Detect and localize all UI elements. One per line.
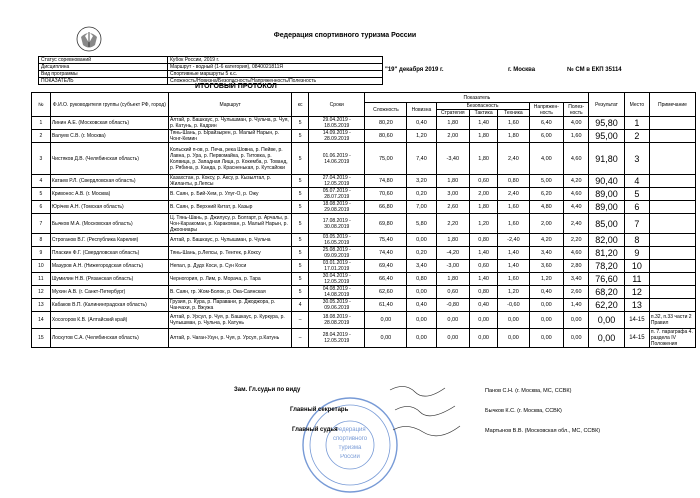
cell-name: Линин А.Е. (Московская область) [50,117,168,130]
cell-note [649,273,695,286]
cell-usefulness: 2,40 [564,214,589,234]
cell-no: 4 [32,175,51,188]
cell-tension: 0,00 [529,312,564,329]
cell-place: 6 [624,201,649,214]
cell-complexity: 62,60 [365,286,407,299]
cell-note [649,299,695,312]
cell-technique: 2,40 [498,188,529,201]
cell-no: 15 [32,329,51,348]
meta-value: Сложность/Новизна/Безопасность/Напряженность/Полезность [168,78,383,85]
cell-ks: 5 [292,143,309,175]
cell-complexity: 74,80 [365,175,407,188]
cell-ks: 5 [292,247,309,260]
cell-strategy: 0,00 [436,329,469,348]
cell-usefulness: 4,60 [564,188,589,201]
cell-tactics: 0,00 [470,329,498,348]
cell-name: Катаев Р.Л. (Свердловская область) [50,175,168,188]
cell-result: 81,20 [589,247,625,260]
cell-tension: 2,00 [529,214,564,234]
table-row [32,234,696,247]
cell-place: 3 [624,143,649,175]
cell-strategy: 3,00 [436,188,469,201]
stamp-line-2: спортивного [332,436,368,442]
cell-usefulness: 3,40 [564,273,589,286]
col-novelty: Новизна [407,103,436,117]
cell-no: 10 [32,260,51,273]
cell-route: Ц. Тянь-Шань, р. Джилусу, р. Болгарт, р. Арчалы, р. Чон-Каракоман, р. Каракоман, р. Малый Нарын, р. Джоониары [168,214,291,234]
cell-strategy: 2,00 [436,130,469,143]
cell-name: Строганов В.Г. (Республика Карелия) [50,234,168,247]
cell-note [649,188,695,201]
cell-usefulness: 1,60 [564,130,589,143]
cell-route: Непал, р. Дудх Коси, р. Сун Коси [168,260,291,273]
cell-strategy: -4,20 [436,247,469,260]
cell-novelty: 0,40 [407,299,436,312]
cell-ks: 5 [292,273,309,286]
meta-value: Маршрут - водный (1-6 категория), 0840021811Я [168,64,383,71]
cell-tension: 4,20 [529,234,564,247]
cell-usefulness: 0,00 [564,329,589,348]
table-row [32,312,696,329]
cell-strategy: 1,80 [436,273,469,286]
table-row [32,286,696,299]
col-ks: кс [292,93,309,117]
col-dates: Сроки [309,93,365,117]
cell-complexity: 75,40 [365,234,407,247]
cell-result: 68,20 [589,286,625,299]
cell-novelty: 7,00 [407,201,436,214]
cell-no: 3 [32,143,51,175]
cell-novelty: 0,00 [407,234,436,247]
cell-tactics: 0,00 [470,312,498,329]
meta-key: Дисциплина [39,64,168,71]
table-row [32,143,696,175]
protocol-date: "19" декабря 2019 г. [385,67,444,73]
ekp-code: № СМ в ЕКП 35114 [567,67,622,73]
cell-name: Пласкин Ф.Г. (Свердловская область) [50,247,168,260]
col-strategy: Стратегия [436,110,469,117]
cell-no: 7 [32,214,51,234]
cell-tension: 0,00 [529,299,564,312]
col-indicators: Показатель [365,93,589,103]
protocol-city: г. Москва [508,67,536,73]
table-row [32,299,696,312]
cell-usefulness: 4,40 [564,201,589,214]
cell-place: 4 [624,175,649,188]
cell-no: 5 [32,188,51,201]
cell-tactics: 1,40 [470,273,498,286]
cell-note [649,117,695,130]
cell-tension: 3,60 [529,260,564,273]
cell-dates: 30.04.2019 - 12.05.2019 [309,273,365,286]
signature-name-secretary: Бычков К.С. (г. Москва, ССВК) [485,408,562,414]
cell-note [649,143,695,175]
cell-note [649,214,695,234]
cell-ks: 5 [292,175,309,188]
cell-complexity: 69,80 [365,214,407,234]
stamp-line-3: туризма [338,445,362,451]
cell-place: 9 [624,247,649,260]
cell-note: п.32, п.33 части 2 Правил [649,312,695,329]
cell-novelty: 1,20 [407,130,436,143]
cell-name: Валуев С.В. (г. Москва) [50,130,168,143]
cell-technique: 0,00 [498,329,529,348]
cell-name: Лоскутов С.А. (Челябинская область) [50,329,168,348]
cell-no: 11 [32,273,51,286]
cell-complexity: 70,60 [365,188,407,201]
table-row [32,329,696,348]
cell-technique: 1,40 [498,247,529,260]
cell-ks: 5 [292,130,309,143]
cell-usefulness: 4,20 [564,175,589,188]
cell-place: 1 [624,117,649,130]
cell-tension: 0,40 [529,286,564,299]
cell-route: Казахстан, р. Коксу, р. Аксу, р. Кызылтал, р. Жиланты, р.Лепсы [168,175,291,188]
results-table [31,92,696,348]
cell-no: 9 [32,247,51,260]
cell-tactics: 0,60 [470,260,498,273]
federation-emblem-icon [75,25,103,53]
cell-name: Юрічев А.Н. (Томская область) [50,201,168,214]
cell-note [649,130,695,143]
cell-ks: 5 [292,214,309,234]
cell-tactics: 0,40 [470,299,498,312]
cell-dates: 30.05.2019 - 09.06.2019 [309,299,365,312]
cell-technique: 0,80 [498,175,529,188]
cell-technique: 1,80 [498,130,529,143]
cell-technique: 1,40 [498,260,529,273]
cell-strategy: 2,20 [436,214,469,234]
cell-name: Кабаков В.П. (Калининградская область) [50,299,168,312]
cell-strategy: -0,80 [436,299,469,312]
handwritten-signatures-icon [385,380,475,440]
cell-result: 76,60 [589,273,625,286]
cell-ks: 5 [292,234,309,247]
table-row [32,188,696,201]
cell-strategy: 2,60 [436,201,469,214]
cell-note: п. 7. параграфа 4. раздела IV Положения [649,329,695,348]
cell-tactics: 1,80 [470,130,498,143]
cell-result: 0,00 [589,329,625,348]
table-row [32,201,696,214]
cell-tension: 6,00 [529,130,564,143]
cell-tactics: 1,40 [470,117,498,130]
protocol-title: ИТОГОВЫЙ ПРОТОКОЛ [195,83,277,90]
cell-complexity: 69,40 [365,260,407,273]
cell-technique: 1,60 [498,201,529,214]
cell-route: Алтай, р. Чаган-Узун, р. Чуя, р. Урсул, р.Катунь [168,329,291,348]
cell-novelty: 0,00 [407,312,436,329]
cell-no: 14 [32,312,51,329]
cell-technique: 0,00 [498,312,529,329]
cell-no: 13 [32,299,51,312]
cell-novelty: 3,20 [407,175,436,188]
cell-note [649,201,695,214]
col-safety: Безопасность [436,103,529,110]
cell-usefulness: 2,20 [564,234,589,247]
cell-name: Кривонос А.В. (г. Москва) [50,188,168,201]
cell-technique: 2,40 [498,143,529,175]
cell-ks: – [292,312,309,329]
cell-tactics: 1,80 [470,143,498,175]
signature-role-chief: Главный судья [292,427,338,433]
cell-strategy: 1,80 [436,234,469,247]
cell-complexity: 61,40 [365,299,407,312]
cell-tension: 4,00 [529,143,564,175]
col-result: Результат [589,93,625,117]
cell-complexity: 80,20 [365,117,407,130]
cell-route: Тянь-Шань, р. Ырайзырен, р. Малый Нарын, р. Чонг-Кемин [168,130,291,143]
signature-role-secretary: Главный секретарь [290,407,349,413]
cell-name: Мухин А.В. (г. Санкт-Петербург) [50,286,168,299]
meta-key: Статус соревнований [39,57,168,64]
cell-no: 8 [32,234,51,247]
cell-strategy: -3,00 [436,260,469,273]
table-row [32,273,696,286]
cell-route: Алтай, р. Башкаус, р. Чулышман, р. Чульча, р. Чуя, р. Катунь, р. Кадрин [168,117,291,130]
cell-tension: 4,80 [529,201,564,214]
competition-meta-table [38,56,383,85]
cell-technique: 1,60 [498,273,529,286]
cell-usefulness: 4,60 [564,143,589,175]
federation-title: Федерация спортивного туризма России [273,32,417,39]
stamp-line-1: Федерация [334,427,366,433]
cell-result: 82,00 [589,234,625,247]
cell-result: 89,00 [589,201,625,214]
cell-dates: 17.08.2019 - 30.08.2019 [309,214,365,234]
signature-name-deputy: Панов С.Н. (г. Москва, МС, ССВК) [485,388,572,394]
cell-name: Шумилин Н.В. (Рязанская область) [50,273,168,286]
cell-route: В. Саян, р. Верхний Китат, р. Казыр [168,201,291,214]
table-row [32,214,696,234]
cell-usefulness: 1,40 [564,299,589,312]
col-tension: Напряжен-ность [529,103,564,117]
meta-key: Вид программы [39,71,168,78]
cell-complexity: 74,40 [365,247,407,260]
cell-dates: 28.04.2019 - 12.05.2019 [309,329,365,348]
cell-place: 5 [624,188,649,201]
meta-key: ПОКАЗАТЕЛЬ [39,78,168,85]
cell-tactics: 0,80 [470,234,498,247]
cell-complexity: 66,80 [365,201,407,214]
cell-result: 95,80 [589,117,625,130]
cell-ks: 5 [292,117,309,130]
cell-strategy: 0,00 [436,312,469,329]
col-name: Ф.И.О. руководителя группы (субъект РФ, город) [50,93,168,117]
cell-tactics: 2,00 [470,188,498,201]
cell-result: 62,20 [589,299,625,312]
cell-novelty: 0,40 [407,117,436,130]
cell-name: Чистяков Д.В. (Челябинская область) [50,143,168,175]
cell-no: 1 [32,117,51,130]
cell-tactics: 0,60 [470,175,498,188]
signature-name-chief: Мартынов В.В. (Московская обл., МС, ССВК) [485,428,601,434]
cell-ks: 5 [292,286,309,299]
cell-place: 8 [624,234,649,247]
cell-dates: 18.08.2019 - 29.08.2019 [309,201,365,214]
cell-tactics: 1,20 [470,214,498,234]
cell-dates: 01.06.2019 - 14.06.2019 [309,143,365,175]
meta-value: Спортивные маршруты 5 к.с. [168,71,383,78]
col-place: Место [624,93,649,117]
cell-novelty: 0,00 [407,286,436,299]
cell-usefulness: 2,60 [564,286,589,299]
cell-complexity: 80,60 [365,130,407,143]
cell-dates: 25.08.2019 - 09.09.2019 [309,247,365,260]
cell-usefulness: 4,00 [564,117,589,130]
cell-dates: 27.04.2019 - 12.05.2019 [309,175,365,188]
cell-place: 7 [624,214,649,234]
cell-complexity: 0,00 [365,329,407,348]
cell-dates: 03.01.2019 - 17.01.2019 [309,260,365,273]
cell-name: Хосогоров К.В. (Алтайский край) [50,312,168,329]
cell-usefulness: 4,60 [564,247,589,260]
cell-note [649,247,695,260]
meta-value: Кубок России, 2019 г. [168,57,383,64]
table-row [32,247,696,260]
col-no: № [32,93,51,117]
cell-route: Алтай, р. Урсул, р. Чуя, р. Башкаус, р. Куркура, р. Чулышман, р. Чульча, р. Катунь [168,312,291,329]
cell-note [649,234,695,247]
cell-tension: 5,00 [529,175,564,188]
cell-novelty: 0,00 [407,329,436,348]
cell-place: 12 [624,286,649,299]
cell-note [649,260,695,273]
cell-technique: -0,60 [498,299,529,312]
col-route: Маршрут [168,93,291,117]
cell-result: 78,20 [589,260,625,273]
cell-note [649,175,695,188]
cell-technique: 1,60 [498,117,529,130]
cell-ks: – [292,329,309,348]
col-note: Примечание [649,93,695,117]
cell-route: Тянь-Шань, р.Лепсы, р. Тентек, р.Коксу [168,247,291,260]
cell-no: 6 [32,201,51,214]
signature-role-deputy: Зам. Гл.судьи по виду [234,387,301,393]
table-row [32,130,696,143]
cell-place: 13 [624,299,649,312]
cell-tactics: 0,80 [470,286,498,299]
cell-complexity: 0,00 [365,312,407,329]
cell-place: 10 [624,260,649,273]
cell-ks: 5 [292,260,309,273]
table-row [32,117,696,130]
cell-route: Алтай, р. Башкаус, р. Чулышман, р. Чульча [168,234,291,247]
cell-complexity: 75,00 [365,143,407,175]
cell-ks: 5 [292,201,309,214]
cell-no: 2 [32,130,51,143]
cell-result: 90,40 [589,175,625,188]
cell-dates: 18.08.2019 - 28.08.2019 [309,312,365,329]
cell-route: Черногория, р. Лим, р. Морача, р. Тара [168,273,291,286]
cell-tactics: 1,40 [470,247,498,260]
cell-ks: 4 [292,299,309,312]
cell-place: 2 [624,130,649,143]
cell-result: 91,80 [589,143,625,175]
stamp-line-4: России [340,454,360,460]
cell-dates: 14.09.2019 - 28.09.2019 [309,130,365,143]
cell-route: В. Саян, р. Бий-Хем, р. Улуг-О, р. Ожу [168,188,291,201]
cell-usefulness: 0,00 [564,312,589,329]
col-technique: Техника [498,110,529,117]
cell-strategy: -3,40 [436,143,469,175]
cell-novelty: 0,20 [407,188,436,201]
cell-novelty: 3,40 [407,260,436,273]
cell-result: 95,00 [589,130,625,143]
table-row [32,260,696,273]
cell-ks: 5 [292,188,309,201]
cell-result: 0,00 [589,312,625,329]
cell-tactics: 1,80 [470,201,498,214]
cell-strategy: 0,60 [436,286,469,299]
meta-row [39,71,383,78]
cell-novelty: 5,80 [407,214,436,234]
cell-place: 14-15 [624,329,649,348]
cell-name: Бычков М.А. (Московская область) [50,214,168,234]
cell-technique: -2,40 [498,234,529,247]
cell-place: 14-15 [624,312,649,329]
cell-dates: 29.04.2019 - 18.05.2019 [309,117,365,130]
cell-strategy: 1,80 [436,117,469,130]
cell-technique: 1,60 [498,214,529,234]
meta-row [39,57,383,64]
cell-dates: 03.05.2019 - 16.05.2019 [309,234,365,247]
cell-strategy: 1,80 [436,175,469,188]
cell-tension: 1,20 [529,273,564,286]
col-tactics: Тактика [470,110,498,117]
cell-novelty: 0,20 [407,247,436,260]
cell-tension: 6,20 [529,188,564,201]
cell-route: Кольский п-ов, р. Печа, река Шовна, р. Пейве, р. Лавна, р. Ура, р. Первомайка, р. Титовка, р. Колвица, р. Западная Лица, р. Кокемба, р. Тованд, р. Рябина, р. Канда, р. Красненькая, р. Кутсайоки [168,143,291,175]
cell-result: 85,00 [589,214,625,234]
cell-usefulness: 2,80 [564,260,589,273]
cell-result: 89,00 [589,188,625,201]
cell-route: Грузия, р. Кура, р. Паравани, р. Джоджора, р. Чанчахи, р. Вжужа [168,299,291,312]
cell-route: В. Саян, гр. Жом-Болок, р. Ока-Саянская [168,286,291,299]
meta-row [39,64,383,71]
cell-tension: 3,40 [529,247,564,260]
cell-note [649,286,695,299]
cell-dates: 04.08.2019 - 14.08.2019 [309,286,365,299]
cell-complexity: 66,40 [365,273,407,286]
cell-name: Мазуров А.Н. (Нижегородская область) [50,260,168,273]
col-complexity: Сложность [365,103,407,117]
cell-novelty: 0,80 [407,273,436,286]
cell-tension: 0,00 [529,329,564,348]
cell-tension: 6,40 [529,117,564,130]
cell-no: 12 [32,286,51,299]
cell-place: 11 [624,273,649,286]
cell-novelty: 7,40 [407,143,436,175]
cell-dates: 05.07.2019 - 28.07.2019 [309,188,365,201]
table-row [32,175,696,188]
cell-technique: 1,20 [498,286,529,299]
col-usefulness: Полез-ность [564,103,589,117]
